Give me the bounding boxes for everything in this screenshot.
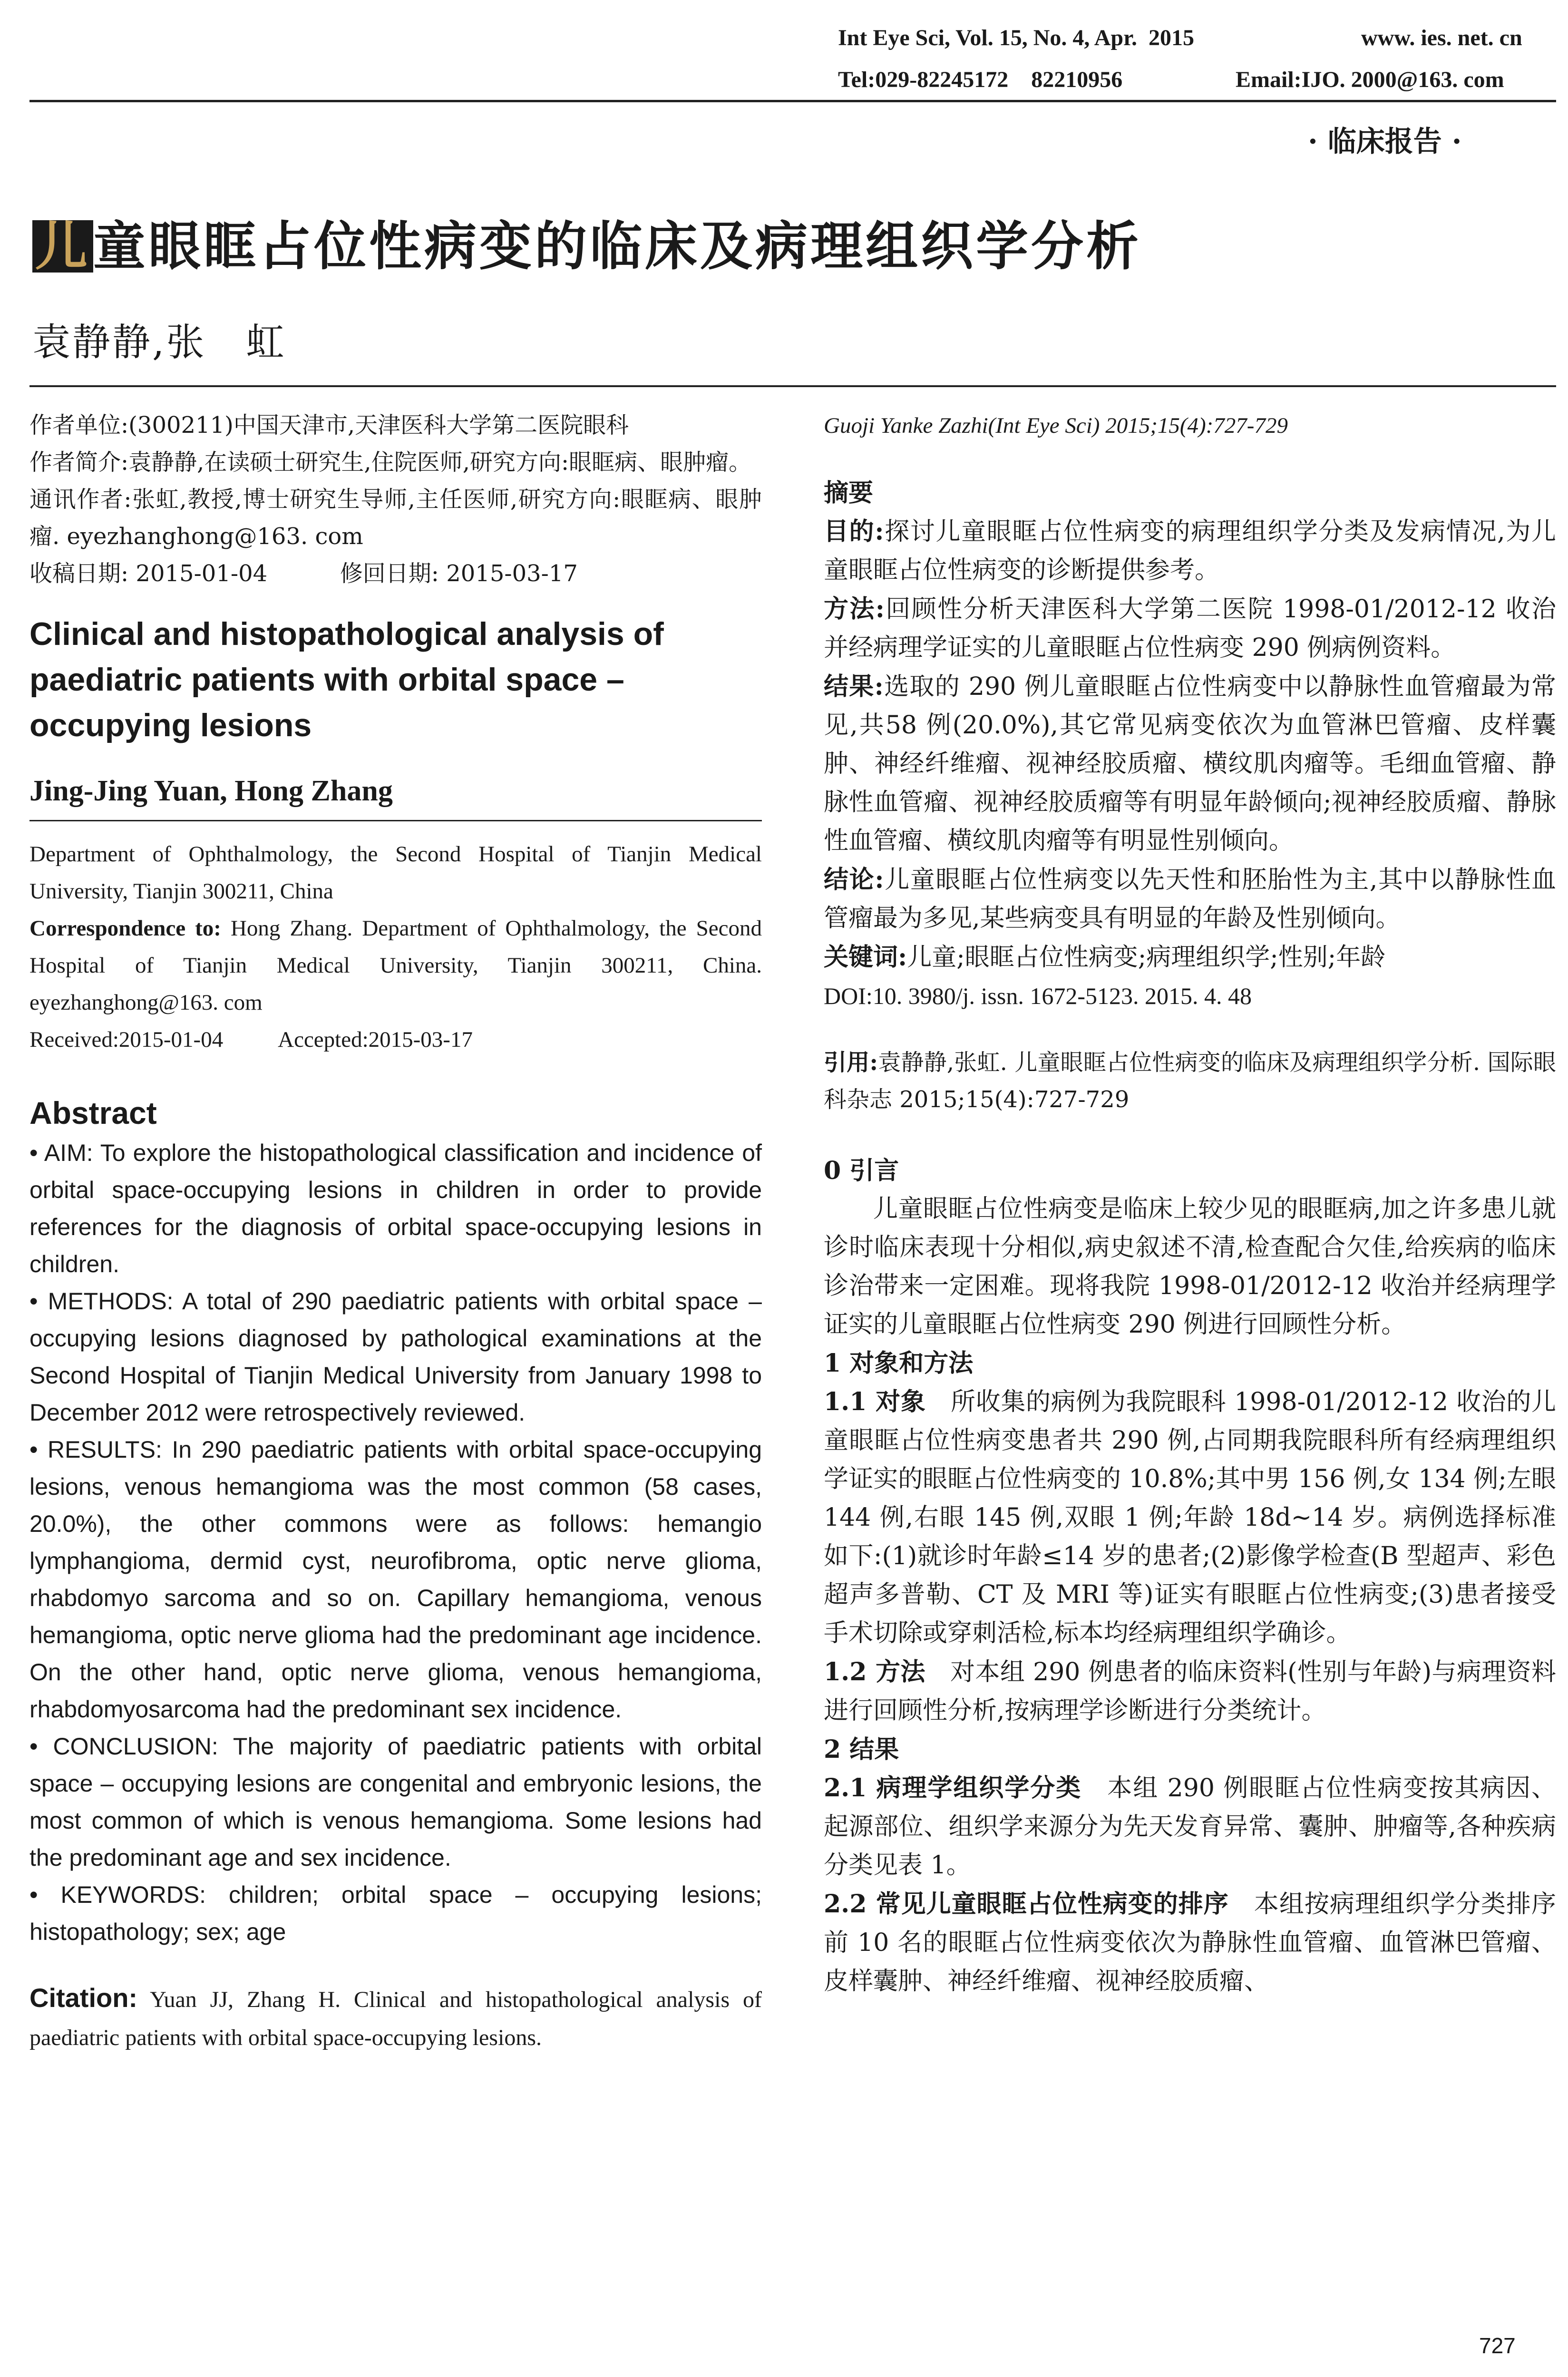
journal-tel: Tel:029-82245172 82210956 xyxy=(838,67,1123,92)
paper-title xyxy=(32,205,1141,280)
title-rule xyxy=(29,385,1556,387)
section-1-2 xyxy=(824,1653,1556,1730)
authors-cn: 袁静静,张 虹 xyxy=(32,320,286,364)
intro-heading: 0 引言 xyxy=(824,1156,899,1185)
section-2-1-label: 2.1 病理学组织学分类 xyxy=(824,1773,1082,1802)
authors-en: Jing-Jing Yuan, Hong Zhang xyxy=(29,775,393,807)
journal-reference: Guoji Yanke Zazhi(Int Eye Sci) 2015;15(4):727-729 xyxy=(824,413,1288,438)
right-column xyxy=(824,407,1556,2001)
doi[interactable]: DOI:10. 3980/j. issn. 1672-5123. 2015. 4. 48 xyxy=(824,983,1252,1009)
title-en: Clinical and histopathological analysis of paediatric patients with orbital space – occupying lesions xyxy=(29,616,664,743)
abstract-methods: • METHODS: A total of 290 paediatric patients with orbital space – occupying lesions diagnosed by pathological examinations at the Second Hospital of Tianjin Medical University from January 1998 to December 2012 were retrospectively reviewed. xyxy=(29,1288,762,1426)
cite-cn xyxy=(824,1044,1556,1118)
citation-text: Yuan JJ, Zhang H. Clinical and histopathological analysis of paediatric patients with orbital space-occupying lesions. xyxy=(29,1987,762,2050)
abstract-conclusion: • CONCLUSION: The majority of paediatric patients with orbital space – occupying lesions are congenital and embryonic lesions, the most common of which is venous hemangioma. Some lesions had the predominant age and sex incidence. xyxy=(29,1733,762,1871)
intro-text: 儿童眼眶占位性病变是临床上较少见的眼眶病,加之许多患儿就诊时临床表现十分相似,病史叙述不清,检查配合欠佳,给疾病的临床诊治带来一定困难。现将我院 1998-01/2012-12 收治并经病理学证实的儿童眼眶占位性病变 290 例进行回顾性分析。 xyxy=(824,1195,1556,1339)
cite-text: 袁静静,张虹. 儿童眼眶占位性病变的临床及病理组织学分析. 国际眼科杂志 2015;15(4):727-729 xyxy=(824,1049,1556,1113)
title-initial: 儿 xyxy=(32,220,93,273)
summary-aim xyxy=(824,512,1556,590)
results-label: 结果: xyxy=(824,672,884,701)
correspondence-cn: 通讯作者:张虹,教授,博士研究生导师,主任医师,研究方向:眼眶病、眼肿瘤. eyezhanghong@163. com xyxy=(29,486,762,550)
authors-rule xyxy=(29,820,762,821)
section-2-2-label: 2.2 常见儿童眼眶占位性病变的排序 xyxy=(824,1890,1229,1919)
results-text: 选取的 290 例儿童眼眶占位性病变中以静脉性血管瘤最为常见,共58 例(20.0%),其它常见病变依次为血管淋巴管瘤、皮样囊肿、神经纤维瘤、视神经胶质瘤、横纹肌肉瘤等。毛细血管瘤、静脉性血管瘤、视神经胶质瘤等有明显年龄倾向;视神经胶质瘤、静脉性血管瘤、横纹肌肉瘤等有明显性别倾向。 xyxy=(824,672,1557,855)
cite-label: 引用: xyxy=(824,1049,878,1076)
section-1-1-text: 所收集的病例为我院眼科 1998-01/2012-12 收治的儿童眼眶占位性病变患者共 290 例,占同期我院眼科所有经病理组织学证实的眼眶占位性病变的 10.8%;其中男 156 例,女 134 例;左眼 144 例,右眼 145 例,双眼 1 例;年龄 18d~14 岁。病例选择标准如下:(1)就诊时年龄≤14 岁的患者;(2)影像学检查(B 型超声、彩色超声多普勒、CT 及 MRI 等)证实有眼眶占位性病变;(3)患者接受手术切除或穿刺活检,标本均经病理组织学确诊。 xyxy=(824,1388,1556,1647)
correspondence-en xyxy=(29,910,762,1021)
section-1-2-label: 1.2 方法 xyxy=(824,1657,925,1686)
keywords-text: 儿童;眼眶占位性病变;病理组织学;性别;年龄 xyxy=(907,943,1386,972)
left-column xyxy=(29,407,762,2057)
section-1-2-text: 对本组 290 例患者的临床资料(性别与年龄)与病理资料进行回顾性分析,按病理学诊断进行分类统计。 xyxy=(824,1658,1556,1725)
methods-text: 回顾性分析天津医科大学第二医院 1998-01/2012-12 收治并经病理学证实的儿童眼眶占位性病变 290 例病例资料。 xyxy=(824,595,1556,662)
journal-website[interactable]: www. ies. net. cn xyxy=(1361,25,1522,50)
section-1-heading: 1 对象和方法 xyxy=(824,1349,974,1378)
correspondence-label: Correspondence to: xyxy=(29,916,221,941)
abstract-results: • RESULTS: In 290 paediatric patients with orbital space-occupying lesions, venous hemangioma was the most common (58 cases, 20.0%), the other commons were as follows: hemangio lymphangioma, dermid cyst, neurofibroma, optic nerve glioma, rhabdomyo sarcoma and so on. Capillary hemangioma, venous hemangioma, optic nerve glioma had the predominant age incidence. On the other hand, optic nerve glioma, venous hemangioma, rhabdomyosarcoma had the predominant sex incidence. xyxy=(29,1436,762,1723)
section-2-1-text: 本组 290 例眼眶占位性病变按其病因、起源部位、组织学来源分为先天发育异常、囊肿、肿瘤等,各种疾病分类见表 1。 xyxy=(824,1774,1556,1880)
header-rule xyxy=(29,100,1556,102)
received-date-cn: 收稿日期: 2015-01-04 xyxy=(29,560,268,587)
summary-keywords xyxy=(824,938,1556,977)
accepted-date-en: Accepted:2015-03-17 xyxy=(278,1027,473,1052)
section-1-1-label: 1.1 对象 xyxy=(824,1387,926,1416)
summary-heading: 摘要 xyxy=(824,478,874,507)
author-profile-cn: 作者简介:袁静静,在读硕士研究生,住院医师,研究方向:眼眶病、眼肿瘤。 xyxy=(29,449,752,476)
section-2-2-text: 本组按病理组织学分类排序前 10 名的眼眶占位性病变依次为静脉性血管瘤、血管淋巴管瘤、皮样囊肿、神经纤维瘤、视神经胶质瘤、 xyxy=(824,1890,1556,1996)
citation-en xyxy=(29,1979,762,2057)
correspondence-text: Hong Zhang. Department of Ophthalmology, the Second Hospital of Tianjin Medical University, Tianjin 300211, China. eyezhanghong@163. com xyxy=(29,916,762,1015)
revised-date-cn: 修回日期: 2015-03-17 xyxy=(340,560,578,587)
section-2-2 xyxy=(824,1885,1556,2001)
section-2-heading: 2 结果 xyxy=(824,1735,899,1764)
methods-label: 方法: xyxy=(824,594,885,623)
received-date-en: Received:2015-01-04 xyxy=(29,1027,224,1052)
affiliation-cn: 作者单位:(300211)中国天津市,天津医科大学第二医院眼科 xyxy=(29,412,629,438)
section-2-1 xyxy=(824,1769,1556,1885)
department-en: Department of Ophthalmology, the Second Hospital of Tianjin Medical University, Tianjin 300211, China xyxy=(29,842,762,904)
journal-email[interactable]: Email:IJO. 2000@163. com xyxy=(1236,67,1504,92)
conclusion-text: 儿童眼眶占位性病变以先天性和胚胎性为主,其中以静脉性血管瘤最为多见,某些病变具有明显的年龄及性别倾向。 xyxy=(824,866,1556,933)
conclusion-label: 结论: xyxy=(824,865,884,894)
abstract-aim: • AIM: To explore the histopathological classification and incidence of orbital space-occupying lesions in children in order to provide references for the diagnosis of orbital space-occupying lesions in children. xyxy=(29,1140,762,1277)
section-1-1 xyxy=(824,1383,1556,1653)
journal-line: Int Eye Sci, Vol. 15, No. 4, Apr. 2015 xyxy=(838,25,1195,50)
section-label: · 临床报告 · xyxy=(1308,125,1462,158)
summary-conclusion xyxy=(824,860,1556,938)
aim-label: 目的: xyxy=(824,517,884,546)
keywords-label: 关键词: xyxy=(824,943,907,972)
abstract-heading: Abstract xyxy=(29,1095,157,1130)
summary-results xyxy=(824,667,1556,860)
summary-methods xyxy=(824,590,1556,667)
citation-label: Citation: xyxy=(29,1983,138,2013)
title-rest: 童眼眶占位性病变的临床及病理组织学分析 xyxy=(93,216,1141,277)
abstract-keywords: • KEYWORDS: children; orbital space – occupying lesions; histopathology; sex; age xyxy=(29,1881,762,1945)
aim-text: 探讨儿童眼眶占位性病变的病理组织学分类及发病情况,为儿童眼眶占位性病变的诊断提供参考。 xyxy=(824,517,1556,585)
page-number: 727 xyxy=(1479,2333,1516,2358)
